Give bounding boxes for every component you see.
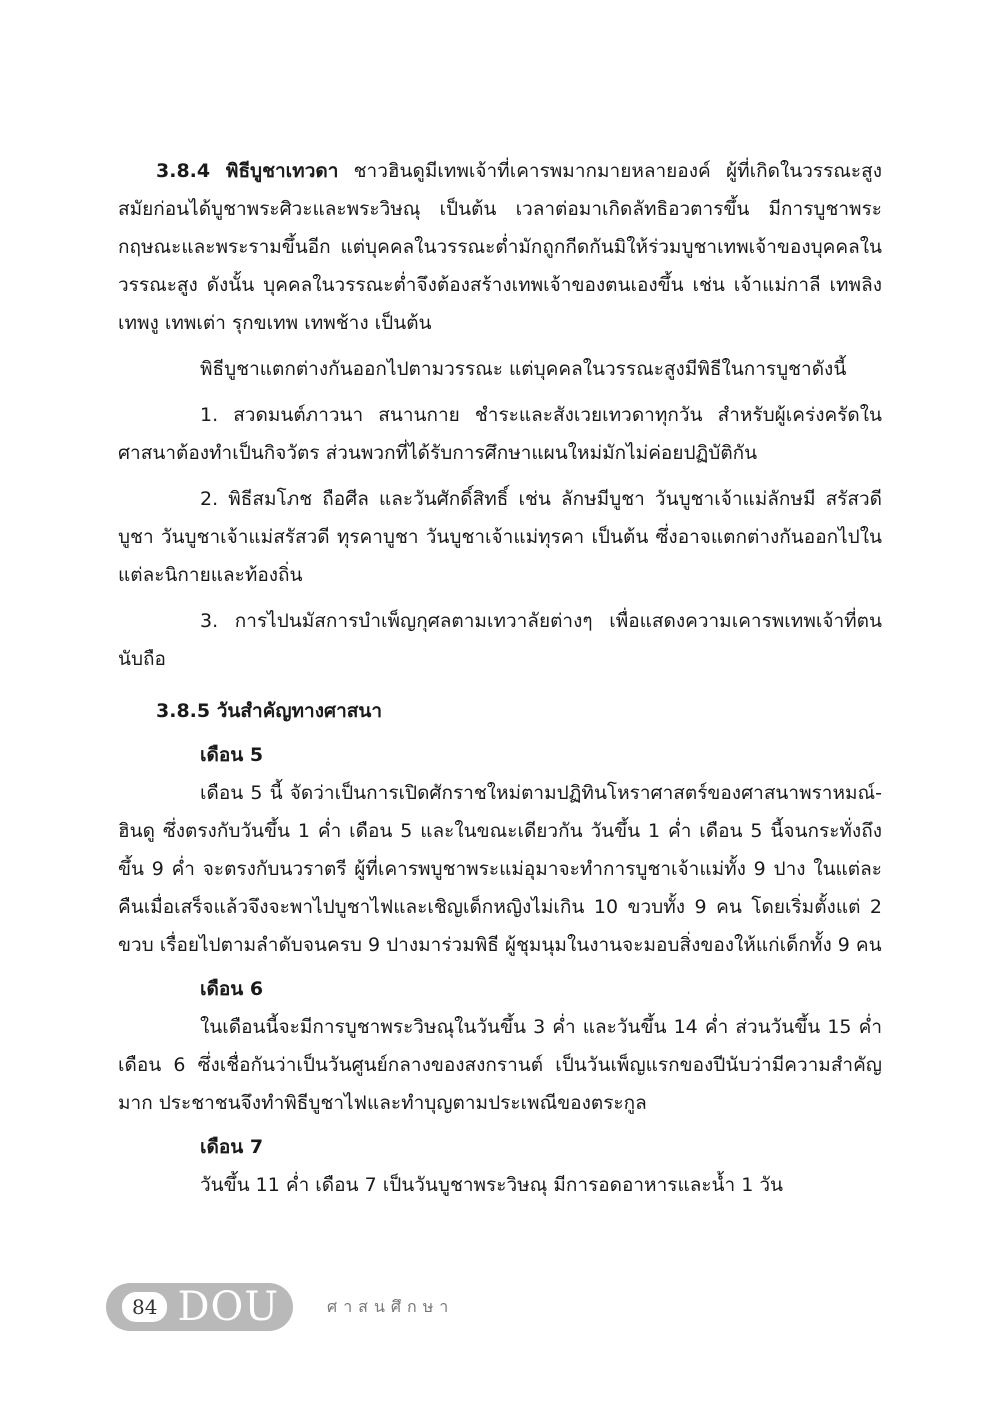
dou-badge: [106, 1283, 293, 1331]
month-7-text: วันขึ้น 11 ค่ำ เดือน 7 เป็นวันบูชาพระวิษณุ มีการอดอาหารและน้ำ 1 วัน: [200, 1174, 784, 1196]
page-number: 84: [122, 1292, 167, 1322]
month-5-heading: เดือน 5: [200, 744, 264, 766]
section-384-heading: 3.8.4 พิธีบูชาเทวดา: [156, 160, 339, 182]
month-7-heading: เดือน 7: [200, 1136, 264, 1158]
page-footer: [106, 1283, 454, 1331]
list-item: 1. สวดมนต์ภาวนา สนานกาย ชำระและสังเวยเทวดาทุกวัน สำหรับผู้เคร่งครัดในศาสนาต้องทำเป็นกิจวัตร ส่วนพวกที่ได้รับการศึกษาแผนใหม่มักไม่ค่อยปฏิบัติกัน: [118, 404, 882, 464]
section-384-intro-text: ชาวฮินดูมีเทพเจ้าที่เคารพมากมายหลายองค์ ผู้ที่เกิดในวรรณะสูงสมัยก่อนได้บูชาพระศิวะและพระวิษณุ เป็นต้น เวลาต่อมาเกิดลัทธิอวตารขึ้น มีการบูชาพระกฤษณะและพระรามขึ้นอีก แต่บุคคลในวรรณะต่ำมักถูกกีดกันมิให้ร่วมบูชาเทพเจ้าของบุคคลในวรรณะสูง ดังนั้น บุคคลในวรรณะต่ำจึงต้องสร้างเทพเจ้าของตนเองขึ้น เช่น เจ้าแม่กาลี เทพลิง เทพงู เทพเต่า รุกขเทพ เทพช้าง เป็นต้น: [118, 160, 883, 334]
month-6-heading: เดือน 6: [200, 978, 264, 1000]
month-5-text: เดือน 5 นี้ จัดว่าเป็นการเปิดศักราชใหม่ตามปฏิทินโหราศาสตร์ของศาสนาพราหมณ์-ฮินดู ซึ่งตรงกับวันขึ้น 1 ค่ำ เดือน 5 และในขณะเดียวกัน วันขึ้น 1 ค่ำ เดือน 5 นี้จนกระทั่งถึงขึ้น 9 ค่ำ จะตรงกับนวราตรี ผู้ที่เคารพบูชาพระแม่อุมาจะทำการบูชาเจ้าแม่ทั้ง 9 ปาง ในแต่ละคืนเมื่อเสร็จแล้วจึงจะพาไปบูชาไฟและเชิญเด็กหญิงไม่เกิน 10 ขวบทั้ง 9 คน โดยเริ่มตั้งแต่ 2 ขวบ เรื่อยไปตามลำดับจนครบ 9 ปางมาร่วมพิธี ผู้ชุมนุมในงานจะมอบสิ่งของให้แก่เด็กทั้ง 9 คน: [118, 782, 882, 956]
book-title: ศาสนศึกษา: [327, 1296, 455, 1316]
list-item: 2. พิธีสมโภช ถือศีล และวันศักดิ์สิทธิ์ เช่น ลักษมีบูชา วันบูชาเจ้าแม่ลักษมี สรัสวดีบูชา วันบูชาเจ้าแม่สรัสวดี ทุรคาบูชา วันบูชาเจ้าแม่ทุรคา เป็นต้น ซึ่งอาจแตกต่างกันออกไปในแต่ละนิกายและท้องถิ่น: [118, 488, 882, 586]
page-body: [118, 152, 882, 1204]
section-384-intro: [118, 152, 882, 342]
dou-logo: DOU: [177, 1284, 280, 1330]
month-6-text: ในเดือนนี้จะมีการบูชาพระวิษณุในวันขึ้น 3 ค่ำ และวันขึ้น 14 ค่ำ ส่วนวันขึ้น 15 ค่ำ เดือน 6 ซึ่งเชื่อกันว่าเป็นวันศูนย์กลางของสงกรานต์ เป็นวันเพ็ญแรกของปีนับว่ามีความสำคัญมาก ประชาชนจึงทำพิธีบูชาไฟและทำบุญตามประเพณีของตระกูล: [118, 1016, 882, 1114]
list-item: 3. การไปนมัสการบำเพ็ญกุศลตามเทวาลัยต่างๆ เพื่อแสดงความเคารพเทพเจ้าที่ตนนับถือ: [118, 610, 882, 670]
section-385-heading: 3.8.5 วันสำคัญทางศาสนา: [156, 700, 382, 722]
paragraph: พิธีบูชาแตกต่างกันออกไปตามวรรณะ แต่บุคคลในวรรณะสูงมีพิธีในการบูชาดังนี้: [200, 358, 847, 380]
